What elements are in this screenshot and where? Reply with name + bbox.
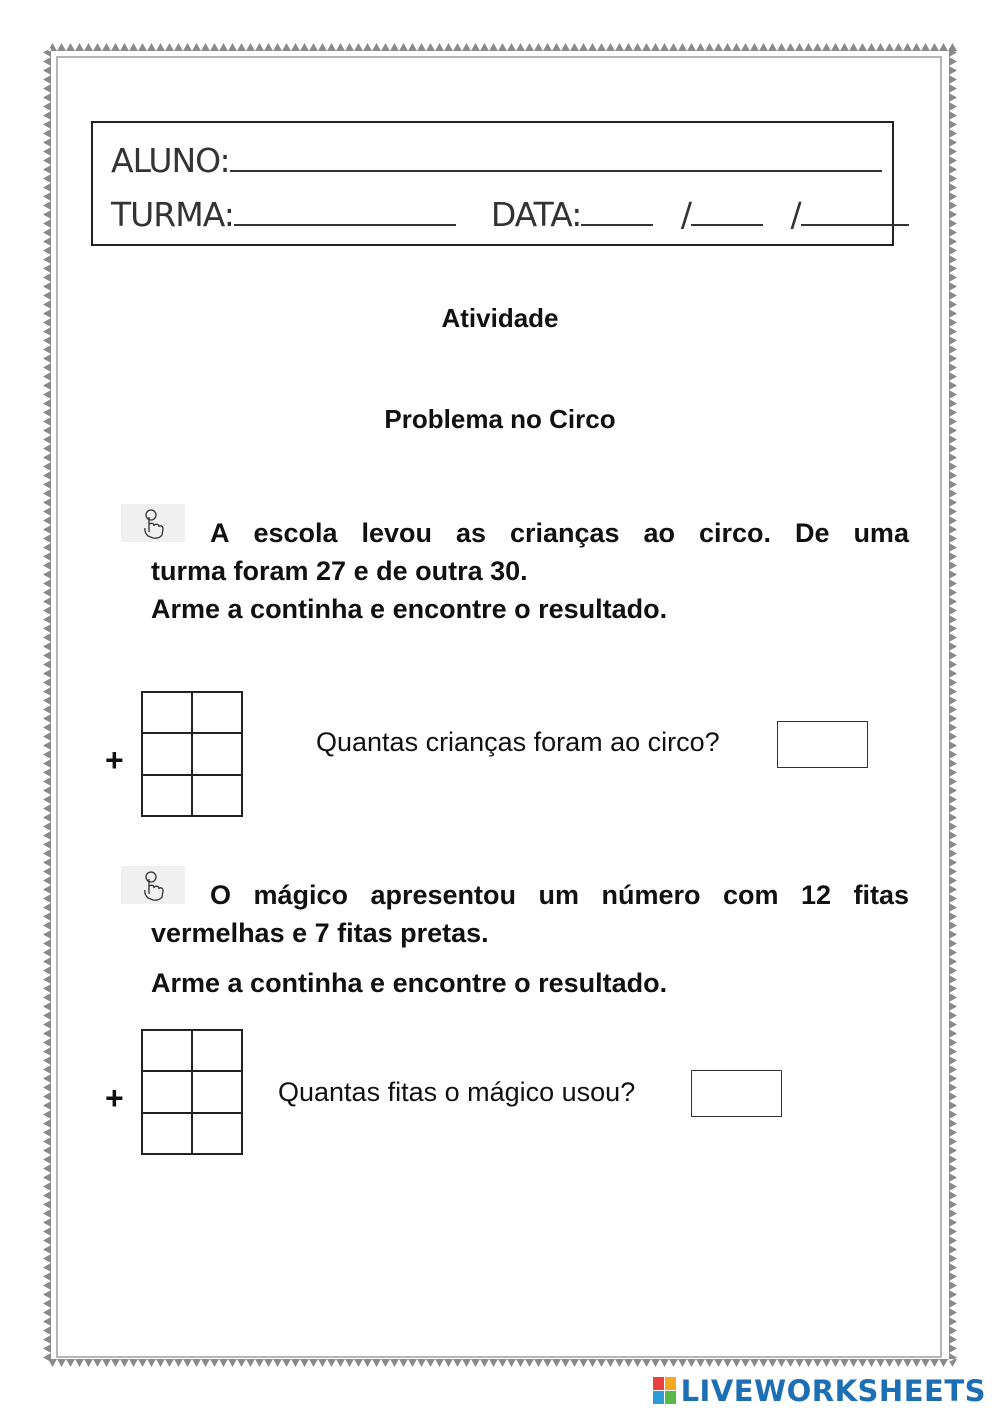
grid-cell[interactable] [192, 692, 242, 733]
logo-icon [653, 1377, 677, 1405]
aluno-row [111, 141, 882, 180]
word: as [455, 518, 486, 548]
grid-cell[interactable] [192, 775, 242, 816]
question-1: Quantas crianças foram ao circo? [316, 727, 720, 757]
problem1-line2: turma foram 27 e de outra 30. [151, 556, 528, 586]
grid-cell[interactable] [192, 1030, 242, 1071]
addition-grid-2 [141, 1029, 243, 1155]
grid-cell[interactable] [192, 1113, 242, 1154]
word: ao [643, 518, 676, 548]
grid-cell[interactable] [192, 1071, 242, 1112]
word: crianças [509, 518, 620, 548]
logo-square [653, 1377, 664, 1390]
word: número [601, 880, 701, 910]
logo-text: LIVEWORKSHEETS [680, 1374, 986, 1408]
word: circo. [698, 518, 772, 548]
word: mágico [253, 880, 349, 910]
problem2-line3: Arme a continha e encontre o resultado. [151, 968, 668, 998]
plus-sign: + [105, 1080, 124, 1116]
answer-box-2[interactable] [691, 1070, 782, 1117]
grid-cell[interactable] [142, 692, 192, 733]
date-separator-1: / [680, 195, 692, 234]
word: fitas [853, 880, 909, 910]
word: uma [853, 518, 909, 548]
problem2-line2: vermelhas e 7 fitas pretas. [151, 918, 489, 948]
question-2: Quantas fitas o mágico usou? [278, 1077, 636, 1107]
grid-cell[interactable] [142, 1030, 192, 1071]
word: escola [253, 518, 338, 548]
data-label: DATA: [490, 195, 582, 234]
turma-row [111, 195, 909, 234]
year-field[interactable] [801, 224, 909, 226]
problem2-text [151, 876, 909, 1002]
aluno-field[interactable] [230, 170, 882, 172]
problem1-line1 [151, 514, 909, 552]
word: O [210, 880, 232, 910]
word: levou [361, 518, 432, 548]
plus-sign: + [105, 742, 124, 778]
day-field[interactable] [581, 224, 653, 226]
grid-cell[interactable] [192, 733, 242, 774]
aluno-label: ALUNO: [111, 141, 230, 180]
answer-box-1[interactable] [777, 721, 868, 768]
turma-field[interactable] [234, 224, 456, 226]
turma-label: TURMA: [111, 195, 234, 234]
word: A [210, 518, 230, 548]
word: com [722, 880, 779, 910]
liveworksheets-logo[interactable] [653, 1372, 986, 1410]
problem2-line1 [151, 876, 909, 914]
month-field[interactable] [691, 224, 763, 226]
logo-square [653, 1391, 664, 1404]
logo-square [665, 1377, 676, 1390]
activity-title: Atividade [441, 303, 559, 333]
word: De [794, 518, 830, 548]
logo-square [665, 1391, 676, 1404]
grid-cell[interactable] [142, 1113, 192, 1154]
word: um [538, 880, 579, 910]
problem-title: Problema no Circo [384, 404, 616, 434]
grid-cell[interactable] [142, 1071, 192, 1112]
problem1-line3: Arme a continha e encontre o resultado. [151, 594, 668, 624]
grid-cell[interactable] [142, 733, 192, 774]
addition-grid-1 [141, 691, 243, 817]
word: 12 [800, 880, 831, 910]
student-header [91, 121, 894, 246]
word: apresentou [370, 880, 517, 910]
problem1-text [151, 514, 909, 628]
date-separator-2: / [790, 195, 801, 234]
grid-cell[interactable] [142, 775, 192, 816]
